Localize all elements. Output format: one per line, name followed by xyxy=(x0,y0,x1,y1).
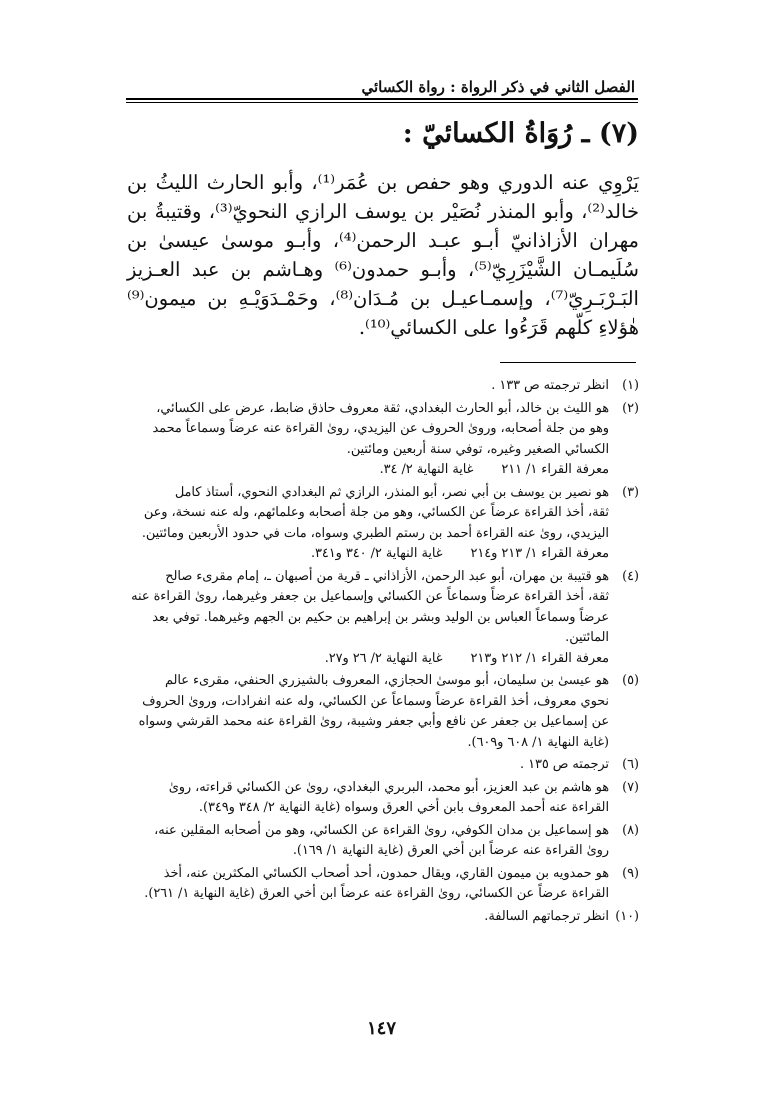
footnote xyxy=(125,778,639,819)
footnote-line: هو هاشم بن عبد العزيز، أبو محمد، البربري البغدادي، روىٰ عن الكسائي قراءته، روىٰ xyxy=(168,779,609,795)
footnote-number: (٩) xyxy=(622,865,639,881)
footnote-line: عن إسماعيل بن جعفر عن نافع وأبي جعفر وشيبة، روىٰ القراءة عنه محمد القرشي وسواه xyxy=(138,714,609,729)
footnote-references xyxy=(125,544,609,565)
footnote-line: (غاية النهاية ١/ ٦٠٨ و٦٠٩). xyxy=(467,734,609,750)
reference-citation: معرفة القراء ١/ ٢١٣ و٢١٤ xyxy=(470,546,609,561)
header-rule-thin xyxy=(126,102,638,103)
main-paragraph: يَرْوِي عنه الدوري وهو حفص بن عُمَر⁽¹⁾، وأبو الحارث الليثُ بن خالد⁽²⁾، وأبو المنذر نُصَيْر بن يوسف الرازي النحويّ⁽³⁾، وقتيبةُ بن مهران الأزاذانيّ أبـو عبـد الرحمن⁽⁴⁾، وأبـو موسىٰ عيسىٰ بن سُلَيمـان الشَّيْزَرِيّ⁽⁵⁾، وأبـو حمدون⁽⁶⁾ وهـاشم بن عبد العـزيز البَـرْبَـرِيّ⁽⁷⁾، وإسمـاعيـل بن مُـدَان⁽⁸⁾، وحَمْـدَوَيْـهِ بن ميمون⁽⁹⁾ هٰؤلاءِ كلّهم قَرَءُوا على الكسائي⁽¹⁰⁾. xyxy=(127,171,639,339)
footnote-number: (٢) xyxy=(622,400,639,416)
footnote-line: عرضاً وسماعاً العباس بن الوليد وبشر بن إبراهيم بن حكيم بن الجهم وغيرهما. توفي بعد xyxy=(152,609,609,625)
footnote-number: (١) xyxy=(622,378,639,393)
footnote xyxy=(125,399,639,481)
footnote-references xyxy=(125,460,609,481)
footnote-number: (٣) xyxy=(622,484,639,500)
footnote-line: ترجمته ص ١٣٥ . xyxy=(519,757,609,772)
reference-citation: غاية النهاية ٢/ ٢٦ و٢٧. xyxy=(324,650,443,666)
footnote-line: هو عيسىٰ بن سليمان، أبو موسىٰ الحجازي، المعروف بالشيزري الحنفي، مقرىء عالم xyxy=(164,673,609,688)
running-header: الفصل الثاني في ذكر الرواة : رواة الكسائي xyxy=(361,78,635,96)
footnote-line: ثقة، أخذ القراءة عرضاً عن الكسائي، وهو من جلة أصحابه وعلمائهم، وله عنه نسخة، وعن xyxy=(143,505,609,520)
reference-citation: غاية النهاية ٢/ ٣٤. xyxy=(379,462,474,477)
footnote-line: هو قتيبة بن مهران، أبو عبد الرحمن، الأزاذاني ـ قرية من أصبهان ـ، إمام مقرىء صالح xyxy=(165,568,609,584)
footnote xyxy=(125,567,639,670)
reference-citation: معرفة القراء ١/ ٢١١ xyxy=(501,462,609,477)
header-rule xyxy=(126,98,638,100)
footnote-line: انظر ترجمته ص ١٣٣ . xyxy=(491,378,609,393)
footnote xyxy=(125,864,639,905)
footnote-line: الكسائي الصغير وغيره، توفي سنة أربعين ومائتين. xyxy=(346,441,609,457)
footnote-body xyxy=(125,755,609,776)
footnote-references xyxy=(125,649,609,670)
footnote xyxy=(125,671,639,753)
footnote-line: روىٰ القراءة عنه عرضاً ابن أخي العرق (غاية النهاية ١/ ١٦٩). xyxy=(292,843,609,858)
footnote-body xyxy=(125,376,609,397)
footnote-body xyxy=(125,778,609,819)
footnote-body xyxy=(125,483,609,565)
footnote-line: انظر ترجماتهم السالفة. xyxy=(484,908,609,924)
footnote-number: (٦) xyxy=(622,757,639,772)
footnote-body xyxy=(125,907,609,928)
footnote xyxy=(125,483,639,565)
footnote-body xyxy=(125,399,609,481)
footnote-line: القراءة عرضاً عن الكسائي، روىٰ القراءة عنه عرضاً ابن أخي العرق (غاية النهاية ١/ ٢٦١). xyxy=(144,886,609,901)
footnote-line: هو الليث بن خالد، أبو الحارث البغدادي، ثقة معروف حاذق ضابط، عرض على الكسائي، xyxy=(156,400,609,416)
footnotes xyxy=(125,376,639,929)
page-number: ١٤٧ xyxy=(366,1018,396,1039)
footnote-separator xyxy=(500,362,636,363)
section-title: (٧) ـ رُوَاةُ الكسائيّ : xyxy=(402,118,639,149)
footnote-line: هو إسماعيل بن مدان الكوفي، روىٰ القراءة عن الكسائي، وهو من أصحابه المقلين عنه، xyxy=(154,822,609,838)
footnote-body xyxy=(125,567,609,670)
footnote xyxy=(125,821,639,862)
footnote-line: المائتين. xyxy=(565,630,609,645)
footnote-body xyxy=(125,821,609,862)
footnote-body xyxy=(125,864,609,905)
footnote-number: (٧) xyxy=(622,779,639,795)
footnote-number: (٤) xyxy=(622,568,639,584)
footnote xyxy=(125,907,639,928)
footnote-line: وهو من جلة أصحابه، وروىٰ الحروف عن اليزيدي، روىٰ القراءة عنه عرضاً وسماعاً محمد xyxy=(152,421,609,436)
footnote-line: القراءة عنه أحمد المعروف بابن أخي العرق وسواه (غاية النهاية ٢/ ٣٤٨ و٣٤٩). xyxy=(198,800,609,815)
reference-citation: معرفة القراء ١/ ٢١٢ و٢١٣ xyxy=(470,650,609,666)
footnote-number: (٥) xyxy=(622,673,639,688)
footnote-number: (٨) xyxy=(622,822,639,838)
footnote-line: نحوي معروف، أخذ القراءة عرضاً وسماعاً عن الكسائي، وله عنه انفرادات، وروىٰ الحروف xyxy=(142,693,609,709)
footnote-line: اليزيدي، روىٰ عنه القراءة أحمد بن رستم الطبري وسواه، مات في حدود الأربعين ومائتين. xyxy=(141,525,609,541)
footnote xyxy=(125,755,639,776)
footnote-line: هو نصير بن يوسف بن أبي نصر، أبو المنذر، الرازي ثم البغدادي النحوي، أستاذ كامل xyxy=(174,484,609,500)
footnote xyxy=(125,376,639,397)
footnote-line: هو حمدويه بن ميمون القاري، ويقال حمدون، أحد أصحاب الكسائي المكثرين عنه، أخذ xyxy=(163,865,609,881)
footnote-body xyxy=(125,671,609,753)
reference-citation: غاية النهاية ٢/ ٣٤٠ و٣٤١. xyxy=(310,546,443,561)
footnote-line: ثقة، أخذ القراءة عرضاً وسماعاً عن الكسائي وإسماعيل بن جعفر وغيرهما، روىٰ القراءة عنه xyxy=(131,589,609,604)
footnote-number: (١٠) xyxy=(615,908,639,924)
